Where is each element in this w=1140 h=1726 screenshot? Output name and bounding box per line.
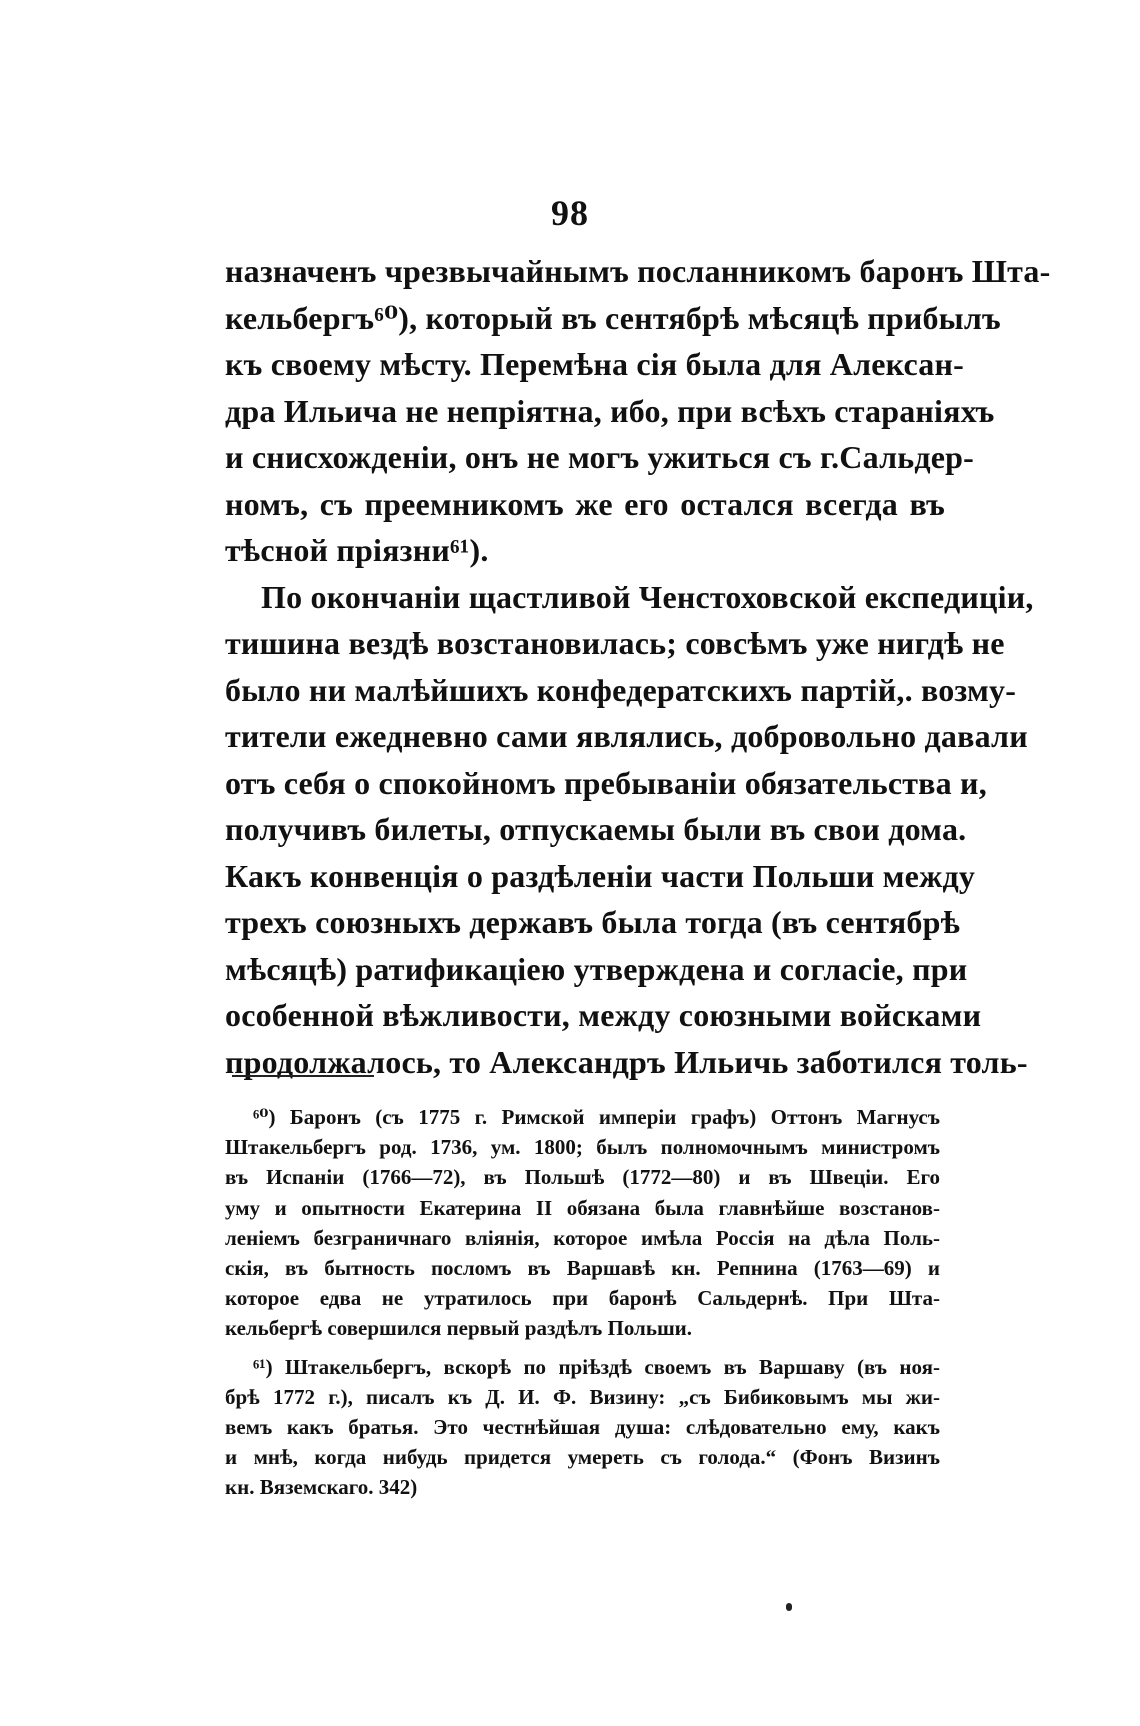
text-line: было ни малѣйшихъ конфедератскихъ партій,. возму-: [225, 671, 1017, 708]
footnote-line: кельбергѣ совершился первый раздѣлъ Польши.: [225, 1316, 693, 1341]
footnote-line: Штакельбергъ род. 1736, ум. 1800; былъ полномочнымъ министромъ: [225, 1135, 940, 1160]
footnote-gap: [225, 1344, 940, 1352]
footnote-separator: [232, 1075, 374, 1077]
footnote-line: кн. Вяземскаго. 342): [225, 1475, 418, 1500]
text-line: получивъ билеты, отпускаемы были въ свои дома.: [225, 811, 967, 847]
footnote-61: [225, 1352, 940, 1503]
text-line: мѣсяцѣ) ратификаціею утверждена и согласіе, при: [225, 950, 968, 987]
text-line: трехъ союзныхъ державъ была тогда (въ сентябрѣ: [225, 904, 961, 940]
text-line: дра Ильича не непріятна, ибо, при всѣхъ стараніяхъ: [225, 392, 995, 429]
footnote-line: уму и опытности Екатерина II обязана была главнѣйше возстанов-: [225, 1195, 940, 1220]
text-line: тишина вездѣ возстановилась; совсѣмъ уже нигдѣ не: [225, 625, 1005, 661]
text-line: Какъ конвенція о раздѣленіи части Польши между: [225, 857, 976, 894]
footnote-line: въ Испаніи (1766—72), въ Польшѣ (1772—80) и въ Швеціи. Его: [225, 1165, 940, 1190]
footnote-line: которое едва не утратилось при баронѣ Сальдернѣ. При Шта-: [225, 1286, 940, 1311]
text-line: номъ, съ преемникомъ же его остался всегда въ: [225, 485, 945, 522]
footnote-line: скія, въ бытность посломъ въ Варшавѣ кн. Репнина (1763—69) и: [225, 1255, 940, 1280]
page-number: 98: [551, 193, 589, 233]
footnote-line: ⁶¹) Штакельбергъ, вскорѣ по пріѣздѣ своемъ въ Варшаву (въ ноя-: [253, 1354, 940, 1379]
text-line: къ своему мѣсту. Перемѣна сія была для Алексан-: [225, 346, 964, 382]
text-line: продолжалось, то Александръ Ильичь заботился толь-: [225, 1043, 1028, 1080]
ink-speck: [786, 1603, 792, 1611]
footnote-line: вемъ какъ братья. Это честнѣйшая душа: слѣдовательно ему, какъ: [225, 1414, 940, 1439]
text-line: особенной вѣжливости, между союзными войсками: [225, 997, 982, 1033]
text-line: и снисхожденіи, онъ не могъ ужиться съ г.Сальдер-: [225, 439, 975, 475]
text-line: отъ себя о спокойномъ пребываніи обязательства и,: [225, 764, 987, 801]
footnote-60: [225, 1102, 940, 1344]
footnote-line: ⁶⁰) Баронъ (съ 1775 г. Римской имперіи графъ) Оттонъ Магнусъ: [253, 1105, 940, 1129]
footnote-line: и мнѣ, когда нибудь придется умереть съ голода.“ (Фонъ Визинъ: [225, 1445, 940, 1470]
text-line: тѣсной пріязни⁶¹).: [225, 532, 489, 568]
text-line: По окончаніи щастливой Ченстоховской експедиціи,: [261, 578, 1034, 615]
footnotes: [225, 1102, 940, 1502]
footnote-line: леніемъ безграничнаго вліянія, которое имѣла Россія на дѣла Поль-: [225, 1225, 940, 1250]
footnote-line: брѣ 1772 г.), писалъ къ Д. И. Ф. Визину: „съ Бибиковымъ мы жи-: [225, 1384, 940, 1409]
text-line: тители ежедневно сами являлись, добровольно давали: [225, 718, 1028, 754]
main-text: [225, 248, 1051, 1085]
text-line: назначенъ чрезвычайнымъ посланникомъ баронъ Шта-: [225, 253, 1051, 289]
text-line: кельбергъ⁶⁰), который въ сентябрѣ мѣсяцѣ прибылъ: [225, 299, 1001, 336]
